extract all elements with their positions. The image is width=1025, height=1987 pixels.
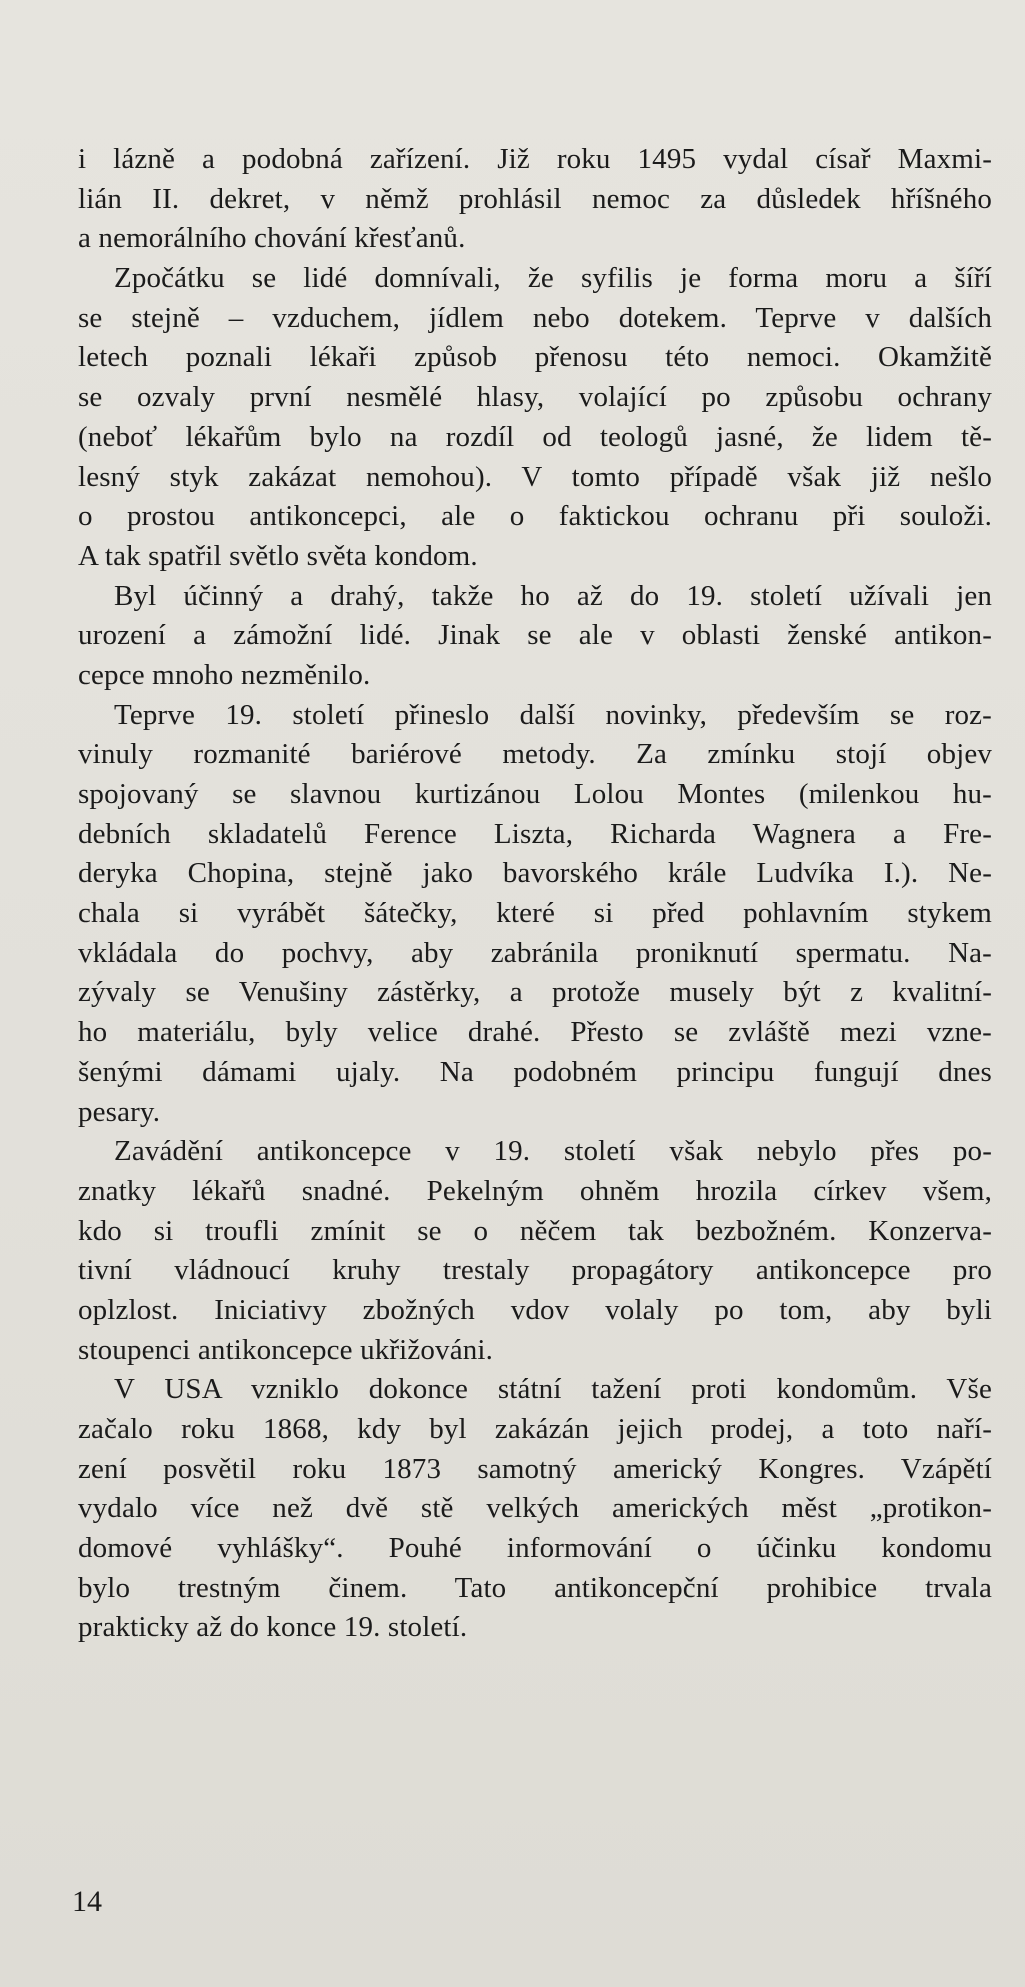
text-line: lesný styk zakázat nemohou). V tomto případě však již nešlo: [78, 460, 992, 493]
text-line: zývaly se Venušiny zástěrky, a protože musely být z kvalitní-: [78, 976, 992, 1009]
paragraph: [78, 696, 992, 1133]
text-line: domové vyhlášky“. Pouhé informování o účinku kondomu: [78, 1532, 992, 1565]
text-line: tivní vládnoucí kruhy trestaly propagátory antikoncepce pro: [78, 1254, 992, 1287]
paragraph: [78, 259, 992, 577]
text-line: Byl účinný a drahý, takže ho až do 19. století užívali jen: [114, 579, 992, 612]
text-line: šenými dámami ujaly. Na podobném principu fungují dnes: [78, 1055, 992, 1088]
page-number: 14: [72, 1885, 102, 1918]
text-line: cepce mnoho nezměnilo.: [78, 658, 371, 691]
text-line: vinuly rozmanité bariérové metody. Za zmínku stojí objev: [78, 738, 992, 771]
text-line: lián II. dekret, v němž prohlásil nemoc za důsledek hříšného: [78, 182, 992, 215]
text-line: ho materiálu, byly velice drahé. Přesto se zvláště mezi vzne-: [78, 1016, 992, 1049]
body-text: [78, 140, 992, 1648]
text-line: prakticky až do konce 19. století.: [78, 1611, 468, 1644]
text-line: vkládala do pochvy, aby zabránila proniknutí spermatu. Na-: [78, 936, 992, 969]
text-line: chala si vyrábět šátečky, které si před pohlavním stykem: [78, 897, 992, 930]
text-line: stoupenci antikoncepce ukřižováni.: [78, 1333, 493, 1366]
paragraph: [78, 1132, 992, 1370]
text-line: i lázně a podobná zařízení. Již roku 1495 vydal císař Maxmi-: [78, 143, 992, 175]
paragraph: [78, 577, 992, 696]
text-line: začalo roku 1868, kdy byl zakázán jejich prodej, a toto naří-: [78, 1413, 992, 1445]
text-line: letech poznali lékaři způsob přenosu této nemoci. Okamžitě: [78, 341, 992, 374]
text-line: a nemorálního chování křesťanů.: [78, 222, 466, 255]
text-line: vydalo více než dvě stě velkých amerických měst „protikon-: [78, 1492, 992, 1525]
text-line: Zavádění antikoncepce v 19. století však nebylo přes po-: [114, 1135, 992, 1168]
text-line: se ozvaly první nesmělé hlasy, volající po způsobu ochrany: [78, 381, 992, 414]
text-line: V USA vzniklo dokonce státní tažení proti kondomům. Vše: [114, 1373, 992, 1406]
text-line: debních skladatelů Ference Liszta, Richarda Wagnera a Fre-: [78, 817, 992, 850]
text-line: pesary.: [78, 1095, 161, 1128]
text-line: Teprve 19. století přineslo další novinky, především se roz-: [114, 698, 992, 731]
text-line: Zpočátku se lidé domnívali, že syfilis je forma moru a šíří: [114, 262, 992, 295]
text-line: zení posvětil roku 1873 samotný americký Kongres. Vzápětí: [78, 1452, 992, 1485]
paragraph: [78, 1370, 992, 1648]
text-line: spojovaný se slavnou kurtizánou Lolou Montes (milenkou hu-: [78, 778, 992, 810]
text-line: urození a zámožní lidé. Jinak se ale v oblasti ženské antikon-: [78, 619, 992, 652]
text-line: bylo trestným činem. Tato antikoncepční prohibice trvala: [78, 1571, 992, 1604]
text-line: deryka Chopina, stejně jako bavorského krále Ludvíka I.). Ne-: [78, 857, 992, 890]
text-line: se stejně – vzduchem, jídlem nebo dotekem. Teprve v dalších: [78, 301, 992, 334]
text-line: o prostou antikoncepci, ale o faktickou ochranu při souloži.: [78, 500, 992, 533]
text-line: (neboť lékařům bylo na rozdíl od teologů jasné, že lidem tě-: [78, 420, 992, 453]
text-line: A tak spatřil světlo světa kondom.: [78, 539, 478, 572]
text-line: znatky lékařů snadné. Pekelným ohněm hrozila církev všem,: [78, 1174, 992, 1207]
text-line: kdo si troufli zmínit se o něčem tak bezbožném. Konzerva-: [78, 1214, 992, 1247]
paragraph: [78, 140, 992, 259]
text-line: oplzlost. Iniciativy zbožných vdov volaly po tom, aby byli: [78, 1293, 992, 1326]
